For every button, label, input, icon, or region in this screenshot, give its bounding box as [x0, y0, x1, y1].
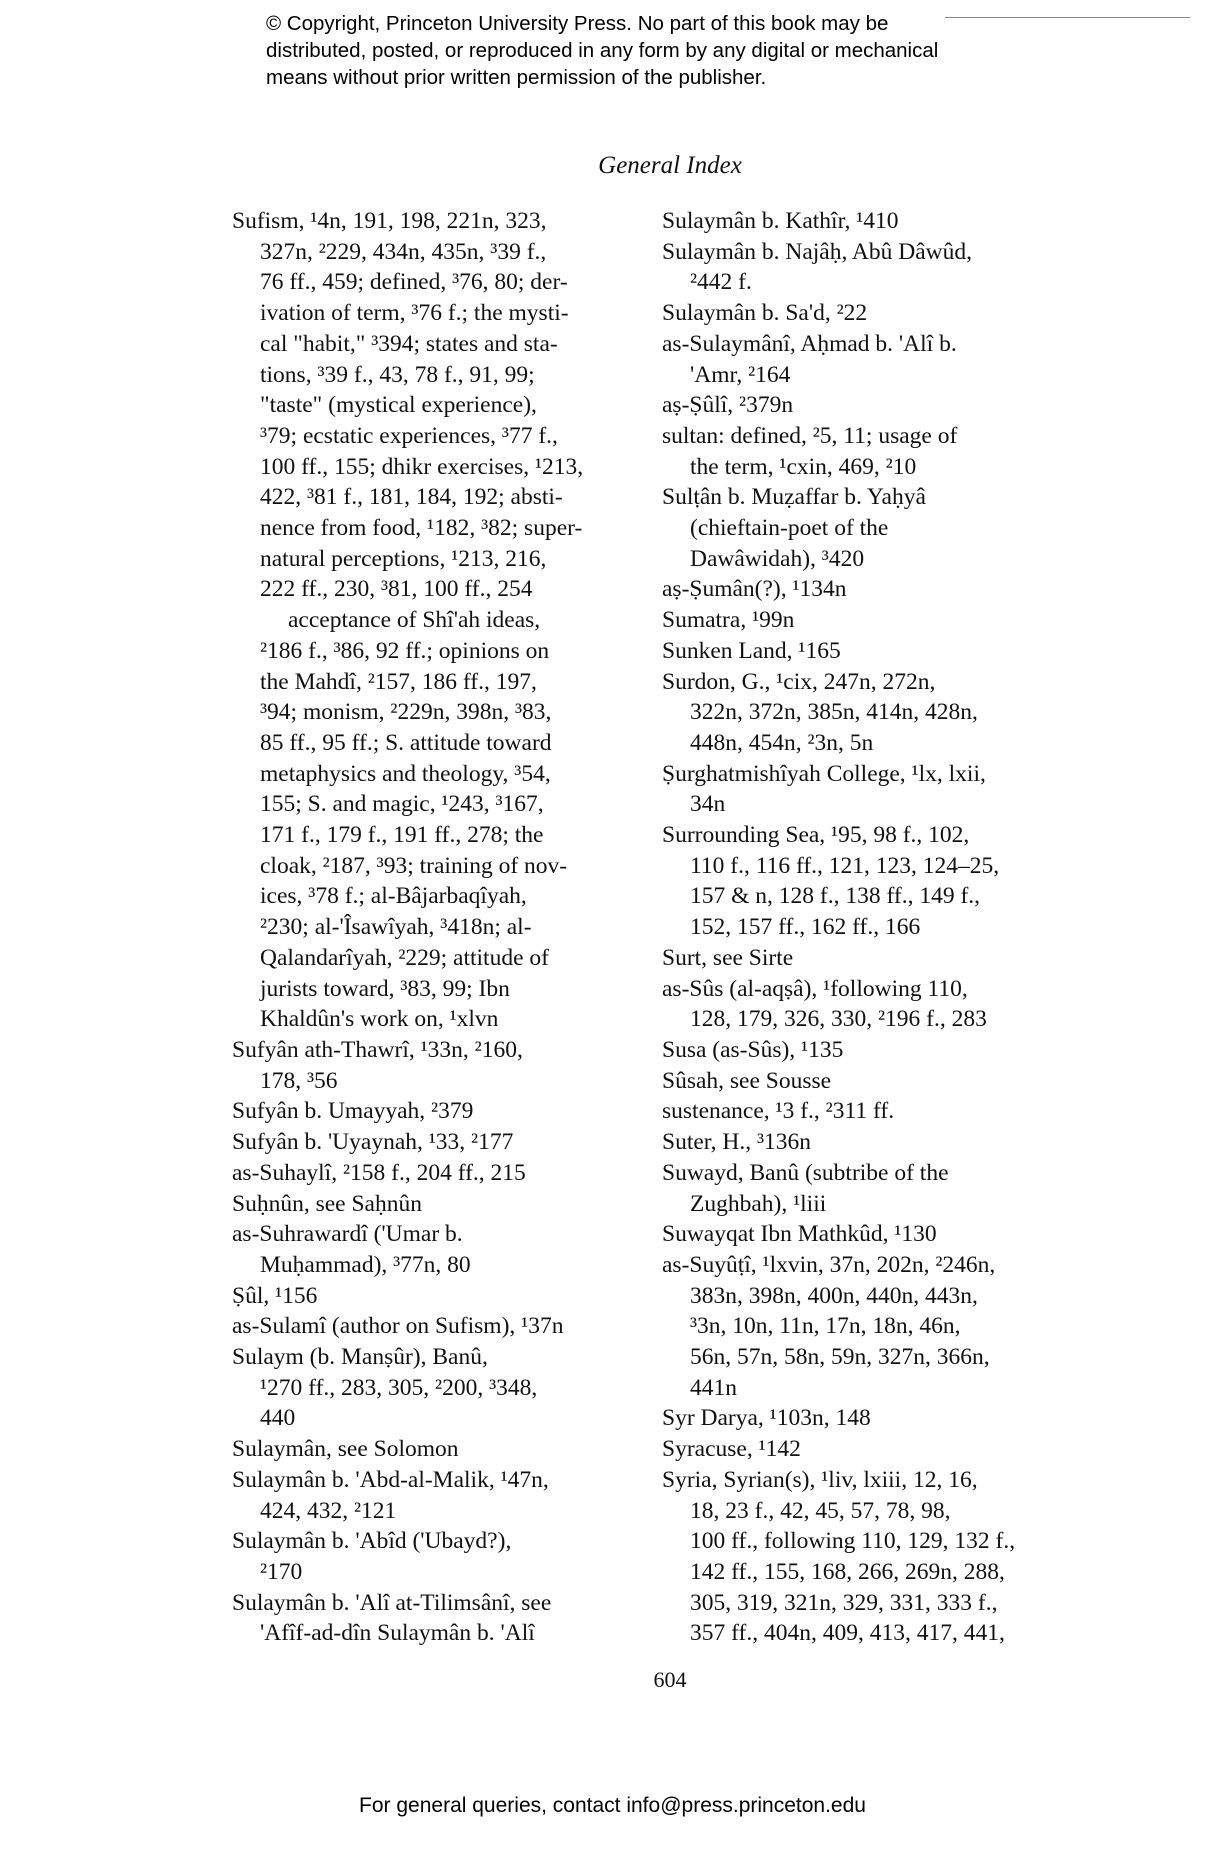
index-line: nence from food, ¹182, ³82; super- — [260, 515, 583, 542]
index-line: Sufyân b. Umayyah, ²379 — [232, 1098, 474, 1125]
index-line: jurists toward, ³83, 99; Ibn — [260, 975, 510, 1002]
index-line: ices, ³78 f.; al-Bâjarbaqîyah, — [260, 883, 527, 910]
index-line: ²442 f. — [690, 269, 752, 296]
index-line: Sulaymân b. Najâḥ, Abû Dâwûd, — [662, 238, 973, 265]
index-line: metaphysics and theology, ³54, — [260, 760, 551, 787]
index-line: 128, 179, 326, 330, ²196 f., 283 — [690, 1006, 987, 1033]
index-line: Suḥnûn, see Saḥnûn — [232, 1190, 422, 1217]
index-line: Surrounding Sea, ¹95, 98 f., 102, — [662, 822, 970, 849]
index-line: Syracuse, ¹142 — [662, 1436, 801, 1463]
index-line: acceptance of Shî'ah ideas, — [288, 607, 541, 634]
index-line: Suwayqat Ibn Mathkûd, ¹130 — [662, 1221, 937, 1248]
index-line: 441n — [690, 1374, 737, 1401]
index-line: Sûsah, see Sousse — [662, 1067, 832, 1094]
index-line: as-Suyûṭî, ¹lxvin, 37n, 202n, ²246n, — [662, 1251, 996, 1278]
index-line: 110 f., 116 ff., 121, 123, 124–25, — [690, 852, 1000, 879]
index-line: 85 ff., 95 ff.; S. attitude toward — [260, 729, 552, 756]
index-line: Sulaymân b. Sa'd, ²22 — [662, 300, 868, 327]
index-line: Muḥammad), ³77n, 80 — [260, 1251, 471, 1278]
index-line: natural perceptions, ¹213, 216, — [260, 545, 547, 572]
footer-contact: For general queries, contact info@press.princeton.edu — [359, 1794, 866, 1817]
index-line: 76 ff., 459; defined, ³76, 80; der- — [260, 269, 568, 296]
index-line: 155; S. and magic, ¹243, ³167, — [260, 791, 544, 818]
index-line: ³3n, 10n, 11n, 17n, 18n, 46n, — [690, 1313, 961, 1340]
index-line: Khaldûn's work on, ¹xlvn — [260, 1006, 499, 1033]
index-line: 142 ff., 155, 168, 266, 269n, 288, — [690, 1558, 1005, 1585]
index-line: 56n, 57n, 58n, 59n, 327n, 366n, — [690, 1344, 990, 1371]
index-line: cal "habit," ³394; states and sta- — [260, 330, 558, 357]
index-line: 440 — [260, 1405, 296, 1432]
index-line: the term, ¹cxin, 469, ²10 — [690, 453, 917, 480]
index-line: Sulaym (b. Manṣûr), Banû, — [232, 1344, 488, 1371]
index-line: 424, 432, ²121 — [260, 1497, 397, 1524]
index-line: sustenance, ¹3 f., ²311 ff. — [662, 1098, 895, 1125]
index-line: ²230; al-'Îsawîyah, ³418n; al- — [260, 914, 532, 941]
index-line: 383n, 398n, 400n, 440n, 443n, — [690, 1282, 978, 1309]
index-line: Ṣûl, ¹156 — [232, 1282, 318, 1309]
index-line: 178, ³56 — [260, 1067, 338, 1094]
index-line: Surt, see Sirte — [662, 944, 794, 971]
index-line: ³79; ecstatic experiences, ³77 f., — [260, 422, 558, 449]
running-head: General Index — [598, 152, 742, 179]
index-line: 100 ff., 155; dhikr exercises, ¹213, — [260, 453, 584, 480]
index-line: Sufyân b. 'Uyaynah, ¹33, ²177 — [232, 1129, 514, 1156]
index-line: Sulaymân, see Solomon — [232, 1436, 459, 1463]
index-line: 322n, 372n, 385n, 414n, 428n, — [690, 699, 978, 726]
index-line: aṣ-Ṣumân(?), ¹134n — [662, 576, 847, 603]
index-line: Susa (as-Sûs), ¹135 — [662, 1036, 844, 1063]
index-line: as-Suhaylî, ²158 f., 204 ff., 215 — [232, 1159, 526, 1186]
index-line: Sulaymân b. 'Alî at-Tilimsânî, see — [232, 1589, 552, 1616]
index-line: as-Sulaymânî, Aḥmad b. 'Alî b. — [662, 330, 957, 357]
index-line: "taste" (mystical experience), — [260, 392, 537, 419]
page-number: 604 — [653, 1667, 687, 1692]
index-line: Syria, Syrian(s), ¹liv, lxiii, 12, 16, — [662, 1466, 978, 1493]
index-line: 18, 23 f., 42, 45, 57, 78, 98, — [690, 1497, 951, 1524]
index-line: 34n — [690, 791, 726, 818]
index-line: Dawâwidah), ³420 — [690, 545, 865, 572]
index-line: aṣ-Ṣûlî, ²379n — [662, 392, 794, 419]
index-column-left — [232, 206, 637, 1649]
index-line: Sulṭân b. Muẓaffar b. Yaḥyâ — [662, 484, 926, 511]
index-line: tions, ³39 f., 43, 78 f., 91, 99; — [260, 361, 535, 388]
index-line: Surdon, G., ¹cix, 247n, 272n, — [662, 668, 936, 695]
index-line: Syr Darya, ¹103n, 148 — [662, 1405, 871, 1432]
index-line: Sunken Land, ¹165 — [662, 637, 841, 664]
copyright-notice — [266, 10, 1026, 91]
index-line: Sufism, ¹4n, 191, 198, 221n, 323, — [232, 208, 547, 234]
index-line: Zughbah), ¹liii — [690, 1190, 827, 1217]
index-line: Sufyân ath-Thawrî, ¹33n, ²160, — [232, 1036, 523, 1063]
index-line: 357 ff., 404n, 409, 413, 417, 441, — [690, 1620, 1005, 1647]
index-line: as-Suhrawardî ('Umar b. — [232, 1221, 463, 1248]
index-line: as-Sûs (al-aqṣâ), ¹following 110, — [662, 975, 968, 1002]
copyright-line: © Copyright, Princeton University Press. No part of this book may be — [266, 12, 889, 35]
index-line: (chieftain-poet of the — [690, 515, 889, 542]
index-line: as-Sulamî (author on Sufism), ¹37n — [232, 1313, 564, 1340]
copyright-line: distributed, posted, or reproduced in any form by any digital or mechanical — [266, 39, 939, 62]
index-line: sultan: defined, ²5, 11; usage of — [662, 422, 958, 449]
index-line: ²170 — [260, 1558, 303, 1585]
index-line: 171 f., 179 f., 191 ff., 278; the — [260, 822, 544, 849]
index-line: 157 & n, 128 f., 138 ff., 149 f., — [690, 883, 981, 910]
index-line: 222 ff., 230, ³81, 100 ff., 254 — [260, 576, 533, 603]
index-line: the Mahdî, ²157, 186 ff., 197, — [260, 668, 537, 695]
index-line: cloak, ²187, ³93; training of nov- — [260, 852, 568, 879]
index-line: 100 ff., following 110, 129, 132 f., — [690, 1528, 1016, 1555]
index-line: 'Afîf-ad-dîn Sulaymân b. 'Alî — [260, 1620, 535, 1647]
index-line: Sumatra, ¹99n — [662, 607, 795, 634]
index-line: 'Amr, ²164 — [690, 361, 791, 388]
index-line: 327n, ²229, 434n, 435n, ³39 f., — [260, 238, 547, 265]
copyright-line: means without prior written permission of the publisher. — [266, 66, 767, 89]
index-line: ¹270 ff., 283, 305, ²200, ³348, — [260, 1374, 538, 1401]
index-line: ²186 f., ³86, 92 ff.; opinions on — [260, 637, 550, 664]
index-line: 305, 319, 321n, 329, 331, 333 f., — [690, 1589, 998, 1616]
index-line: Sulaymân b. Kathîr, ¹410 — [662, 208, 899, 234]
index-line: Sulaymân b. 'Abîd ('Ubayd?), — [232, 1528, 512, 1555]
index-line: Ṣurghatmishîyah College, ¹lx, lxii, — [662, 760, 986, 787]
index-line: ivation of term, ³76 f.; the mysti- — [260, 300, 569, 327]
index-line: 152, 157 ff., 162 ff., 166 — [690, 914, 921, 941]
index-line: Sulaymân b. 'Abd-al-Malik, ¹47n, — [232, 1466, 549, 1493]
index-line: ³94; monism, ²229n, 398n, ³83, — [260, 699, 552, 726]
index-line: Qalandarîyah, ²229; attitude of — [260, 944, 549, 971]
index-column-right — [662, 206, 1072, 1649]
index-line: Suwayd, Banû (subtribe of the — [662, 1159, 949, 1186]
index-line: Suter, H., ³136n — [662, 1129, 812, 1156]
index-line: 422, ³81 f., 181, 184, 192; absti- — [260, 484, 563, 511]
index-line: 448n, 454n, ²3n, 5n — [690, 729, 874, 756]
